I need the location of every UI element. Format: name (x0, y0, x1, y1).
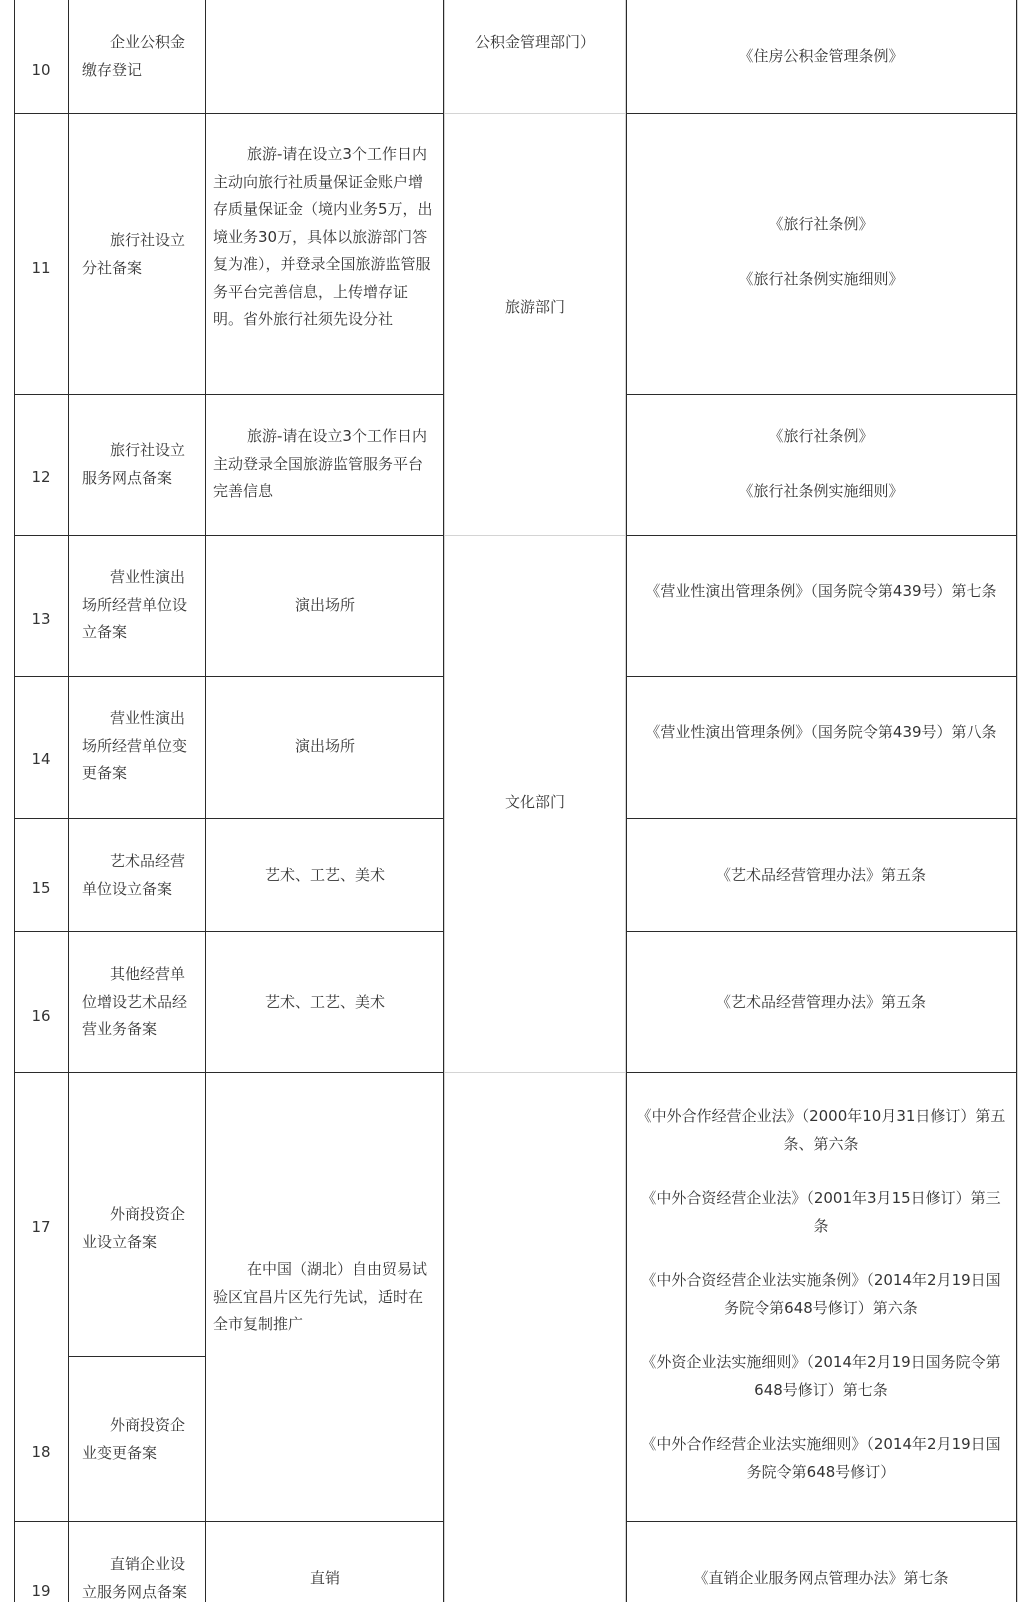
legal-basis-line: 《外资企业法实施细则》（2014年2月19日国务院令第648号修订）第七条 (641, 1353, 1001, 1399)
department-culture: 文化部门 (504, 793, 565, 811)
row-number: 19 (31, 1582, 51, 1600)
grid-line (626, 676, 1017, 677)
item-note: 演出场所 (294, 737, 355, 755)
grid-line (14, 931, 444, 932)
item-name: 艺术品经营单位设立备案 (82, 852, 186, 898)
row-number: 17 (31, 1218, 51, 1236)
grid-line (68, 1356, 205, 1357)
legal-basis (625, 1565, 1017, 1593)
legal-basis-line: 《旅行社条例实施细则》 (738, 481, 904, 500)
grid-line (444, 113, 626, 114)
item-note: 旅游-请在设立3个工作日内主动向旅行社质量保证金账户增存质量保证金（境内业务5万，出境业务30万，具体以旅游部门答复为准），并登录全国旅游监管服务平台完善信息，上传增存证明。省外旅行社须先设分社 (213, 145, 433, 328)
grid-line (626, 1072, 1017, 1073)
grid-line (14, 676, 444, 677)
grid-line (14, 818, 444, 819)
legal-basis-line: 《旅行社条例》 (768, 427, 874, 445)
legal-basis-line: 《艺术品经营管理办法》第五条 (715, 993, 926, 1011)
grid-line (14, 113, 444, 114)
legal-basis-line: 《营业性演出管理条例》（国务院令第439号）第八条 (645, 723, 997, 741)
grid-line (626, 535, 1017, 536)
item-note: 演出场所 (294, 596, 355, 614)
grid-line (1017, 0, 1018, 1602)
row-number: 11 (31, 259, 51, 277)
legal-basis-line: 《中外合作经营企业法》（2000年10月31日修订）第五条、第六条 (636, 1107, 1006, 1153)
grid-line (444, 535, 626, 536)
legal-basis (625, 862, 1017, 890)
item-note: 艺术、工艺、美术 (264, 866, 385, 884)
grid-line (14, 535, 444, 536)
legal-basis-line: 《旅行社条例》 (768, 215, 874, 233)
grid-line (626, 931, 1017, 932)
row-number: 15 (31, 879, 51, 897)
grid-line (444, 0, 445, 1602)
item-name: 旅行社设立服务网点备案 (82, 441, 186, 487)
legal-basis-line: 《直销企业服务网点管理办法》第七条 (693, 1569, 949, 1587)
legal-basis (625, 719, 1017, 747)
row-number: 10 (31, 61, 51, 79)
row-number: 14 (31, 750, 51, 768)
grid-line (205, 0, 206, 1602)
department-housing-fund: 公积金管理部门） (474, 33, 595, 51)
grid-line (14, 394, 444, 395)
row-number: 13 (31, 610, 51, 628)
item-note-foreign-investment: 在中国（湖北）自由贸易试验区宜昌片区先行先试，适时在全市复制推广 (213, 1260, 428, 1333)
legal-basis (625, 43, 1017, 71)
legal-basis-line: 《中外合资经营企业法实施条例》（2014年2月19日国务院令第648号修订）第六条 (641, 1271, 1001, 1317)
item-name: 其他经营单位增设艺术品经营业务备案 (82, 965, 188, 1038)
legal-basis (625, 423, 1017, 505)
legal-basis (625, 578, 1017, 606)
legal-basis-line: 《住房公积金管理条例》 (738, 47, 904, 65)
legal-basis-line: 《艺术品经营管理办法》第五条 (715, 866, 926, 884)
grid-line (444, 1072, 626, 1073)
grid-line (626, 1521, 1017, 1522)
legal-basis-line: 《旅行社条例实施细则》 (738, 269, 904, 288)
item-name: 企业公积金缴存登记 (82, 33, 186, 79)
legal-basis-foreign-investment (625, 1103, 1017, 1486)
legal-basis-line: 《中外合资经营企业法》（2001年3月15日修订）第三条 (641, 1189, 1001, 1235)
item-name: 外商投资企业变更备案 (82, 1416, 186, 1462)
grid-line (14, 0, 15, 1602)
grid-line (626, 818, 1017, 819)
item-name: 营业性演出场所经营单位变更备案 (82, 709, 188, 782)
item-name: 营业性演出场所经营单位设立备案 (82, 568, 188, 641)
grid-line (626, 0, 627, 1602)
grid-line (14, 1521, 444, 1522)
legal-basis (625, 989, 1017, 1017)
legal-basis-line: 《营业性演出管理条例》（国务院令第439号）第七条 (645, 582, 997, 600)
item-name: 旅行社设立分社备案 (82, 231, 186, 277)
row-number: 16 (31, 1007, 51, 1025)
legal-basis-line: 《中外合作经营企业法实施细则》（2014年2月19日国务院令第648号修订） (641, 1435, 1001, 1481)
department-tourism: 旅游部门 (504, 298, 565, 316)
item-note: 艺术、工艺、美术 (264, 993, 385, 1011)
grid-line (68, 0, 69, 1602)
legal-basis (625, 211, 1017, 293)
item-note: 旅游-请在设立3个工作日内主动登录全国旅游监管服务平台完善信息 (213, 427, 427, 500)
item-name: 直销企业设立服务网点备案 (82, 1555, 188, 1601)
row-number: 18 (31, 1443, 51, 1461)
row-number: 12 (31, 468, 51, 486)
item-name: 外商投资企业设立备案 (82, 1205, 186, 1251)
grid-line (626, 113, 1017, 114)
item-note: 直销 (309, 1569, 340, 1587)
grid-line (14, 1072, 444, 1073)
grid-line (626, 394, 1017, 395)
